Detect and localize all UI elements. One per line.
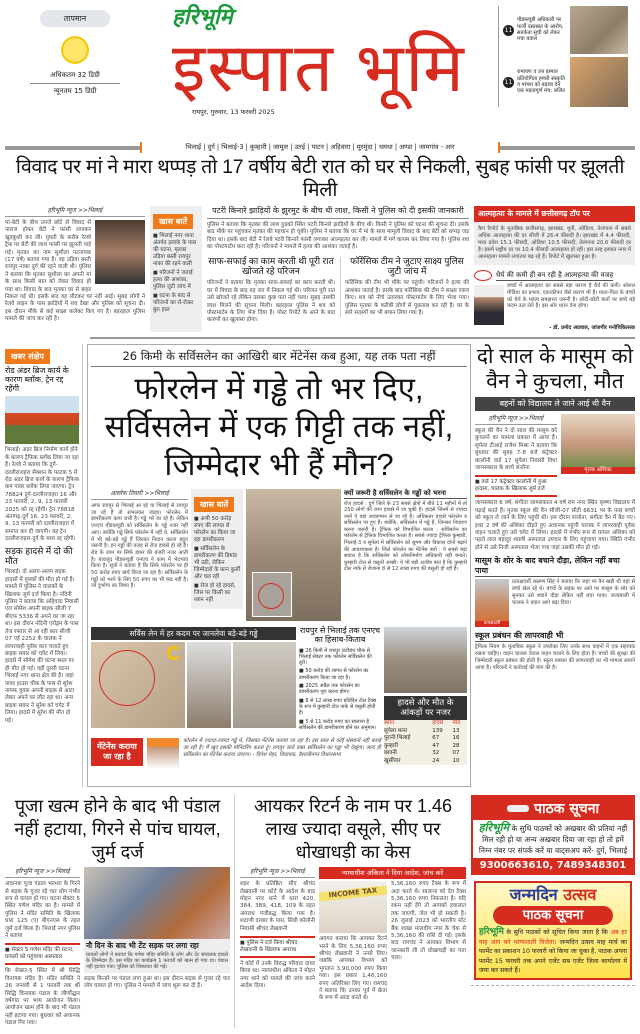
nh-point: ■ 5 से 11 करोड़ रुपए का सालाना है सर्विसलेन की डामरीकरण होने का अनुमान। [299,719,381,732]
city-nav-rule [500,146,635,150]
ad2-brand: हरिभूमि [479,927,504,938]
table-cell: 10 [452,757,460,764]
tax-col1 [240,867,315,990]
tax-right [319,867,466,1003]
feature-row2-left [91,627,381,782]
brief-body: भिलाई। अंडर ब्रिज निर्माण कार्य होने के कारण ट्रैफिक ब्लॉक लिया जा रहा है। रेलवे ने बताया कि दुर्ग-दल्लीराजहरा सेक्शन के फाटक 5 में रोड अंडर ब्रिज कार्य के कारण ट्रैफिक कम पावर ब्लॉक लिया जाएगा। ट्रेन 78824 दुर्ग-दल्लीराजहरा 16 और 23 फरवरी, 2, 9, 13 फरवरी 2025 को रद्द रहेगी। ट्रेन 78818 अंतागढ़-दुर्ग 16, 23 फरवरी, 2, 9, 13 फरवरी को दल्लीराजहरा में समाप्त कर दी जाएगी। यह ट्रेन दल्लीराजहरा-दुर्ग के मध्य रद्द रहेगी। [5,447,79,543]
ad-badge-icon [507,805,529,812]
sub1-body: पुलिस ने बताया कि मृतका की लाश हुडको स्थित पटरी किनारे झाड़ियों के बीच थी। किसी ने पुलिस को घटना की सूचना दी। इसके बाद मौके पर पहुंचकर मृतका की पहचान हो चुकी। पुलिस ने बताया कि घर में मां के साथ मामूली विवाद के बाद बेटी को थप्पड़ जड़ दिया था। इसके बाद बेटी ने रेलवे पटरी किनारे फांसी लगाकर आत्महत्या कर ली। मामले में मर्ग कायम कर लिया गया है। पुलिस शव का पोस्टमार्टम करा रही है। परिजनों ने मामले में हत्या की आशंका जताई है। [207,222,469,251]
photo-title: नौ दिन के बाद भी टेंट सड़क पर लगा रहा [86,941,199,951]
sub-body: प्रत्यक्षदर्शी लक्ष्मण सिंह ने बताया कि जहां पर वैन खड़ी थी वहां से बच्चे खेल रहे थे। बच्चों के सड़क पर आने पर मासूम के शोर को सुनकर उसे बचाने दौड़ा लेकिन नहीं बचा पाया। जल्दबाजी में चालक ने वाहन आगे बढ़ा दिया। [512,579,635,606]
road-photo [246,489,341,621]
pandal-photo [84,867,230,939]
pandal-col2 [84,867,230,991]
nh-point: ■ 50 करोड़ की लागत से फोरलेन का डामरीकरण किया जा रहा है। [299,668,381,681]
col-header: मौत [452,720,461,726]
middle-row [5,344,635,787]
scooter-road-photo [384,627,467,693]
table-header-row [384,720,467,728]
table-cell: कुम्हारी [384,742,398,749]
table-row [384,758,467,766]
table-cell: 28 [452,742,460,749]
tax-body: अवगत कराया कि आयकर रिटर्न भरने के लिए 5,36,160 रुपए श्रीचंद लेखवानी ने उनसे लिए। जबकि आयकर विभाग को भुगतान 3,90,000 रुपए किया गया। इस प्रकार 1,46,160 रुपए अतिरिक्त लिए गए। रामचंद ने बताया कि उनका पूर्व में क्रेता के रूप में आदा करते थे। [319,936,387,1002]
khaas-point: ■ अभी 50 करोड़ रुपए की लागत से फोरलेन का किया जा रहा डामरीकरण [194,516,240,544]
ad2-text2: जन्मदिन उत्सव माह मार्च का फार्मेट का प्रकाशन 10 फरवरी को किया जा चुका है, पाठक अपना फार्मेट 15 फरवरी तक अपने एजेंट सब एजेंट जिला कार्यालय में जमा कर सकते हैं। [479,938,628,975]
lead-body: मां-बेटी के बीच उपजे छोटे से विवाद से नाराज होकर बेटी ने फांसी लगाकर खुदकुशी कर ली। युवती के करीब रेलवे ट्रैक पर बेटी की लाश फांसी पर झूलती पाई गई। मृतका का नाम सुशीला पटनायक (17 वर्ष) बताया गया है। वह उड़िया बस्ती रायपुर नाका दुर्ग की रहने वाली थी। पुलिस ने बताया कि मृतका सुशीला का अपनी मां के साथ किसी बात को लेकर विवाद हो गया था। विवाद के बाद मृतका घर से बाहर निकल गई थी। इसके बाद वह लौटकर घर नहीं आई। सुबह लोगों ने रेलवे लाइन के पास झाड़ियों में शव देखा और पुलिस को सूचना दी। इस दौरान मौके से कई साक्ष्य कलेक्ट किए गए हैं। बहरहाल पुलिस मामले की जांच कर रही है। [5,220,145,323]
sub3-title: फॉरेंसिक टीम ने जुटाए साक्ष्य पुलिस जुटी जांच में [350,255,464,276]
byline: हरिभूमि न्यूज >>भिलाई [475,414,557,425]
expert-photo [474,285,504,325]
lead-sub-row [207,257,469,325]
pandal-headline[interactable]: पूजा खत्म होने के बाद भी पंडाल नहीं हटाया, गिरने से पांच घायल, जुर्म दर्ज [14,796,221,863]
nh-point: ■ 8 से 12 लाख रुपए प्रतिदिन टोल टैक्स के रूप में कुम्हारी टोल नाके से वसूली होती है। [299,698,381,717]
why-title: क्यों जरूरी है सर्विसलेन के गड्ढों को भरना [344,489,467,499]
lead-sub3 [340,257,469,318]
weather-label: तापमान [40,10,110,27]
table-cell: पुरानी भिलाई [384,735,411,741]
ad1-title: पाठक सूचना [534,801,600,818]
teaser-photo [570,6,628,54]
byline: आलोक तिवारी >>भिलाई [91,489,188,500]
victim-child-photo [561,414,635,474]
feature-headline[interactable]: फोरलेन में गड्ढे तो भर दिए, सर्विसलेन में एक गिट्टी तक नहीं, जिम्मेदार भी हैं मौन? [104,371,454,482]
khaas-point: ■ परिजनों ने जताई हत्या की आशंका, पुलिस जुटी जांच में [153,270,199,291]
lead-right [474,206,635,332]
brief-title[interactable]: रोड अंडर ब्रिज कार्य के कारण ब्लॉक, ट्रेन रद्द रहेंगी [5,366,69,393]
teaser-text: पीडब्ल्यूडी अधिकारी पर फर्जी दस्तखत के आरोप, सतर्कता सूची को लेकर मचा बवाल [517,17,564,43]
table-row [384,743,467,751]
lead-center [207,206,469,325]
van-body: जामसकाल 6 वर्ष, संगीता जामसकाल 4 वर्ष राम नगर स्थित कृष्णा विद्यालय में पढ़ाई करते हैं। मृतक स्कूल की वैन सीजी-07 सीटी 6631 पर के पास बच्चों को स्कूल ले जाने के लिए पहुंची थी। इस दौरान संजोना, संगीता वैन में बैठ गए। इधर 2 वर्ष की अंशिका दौड़ते हुए अचानक पहुंची चालक ने लापरवाही पूर्वक वाहन चलाते हुए उसे चपेट में लिया। हादसे में गंभीर रूप से घायल अंशिका को पहले लाल बहादुर शास्त्री अस्पताल उपचार के लिए पहुंचाया गया। स्थिति गंभीर होने से उसे निजी अस्पताल भेजा गया जहां उसकी मौत हो गई। [475,500,635,551]
income-tax-photo [319,881,387,933]
pandal-body: सड़क किनारे पर पंडाल लगा हुआ था। इस दौरान सड़क से गुजर रहे चार लोग घायल हो गए। पुलिस ने मामले में जांच शुरू कर दी है। [84,975,230,990]
ad1-phone[interactable]: 9300663610, 7489348301 [473,858,633,873]
nh-title: रायपुर से भिलाई तक एनएच का हिसाब-किताब [299,626,381,644]
nh-account-box [299,627,381,733]
table-cell: 67 [432,735,440,741]
van-point: ■ वार्ड 17 कंट्रेक्टर कालोनी में हुआ हादसा, चालक के खिलाफ जुर्म दर्ज [475,475,557,497]
table-cell: छावनी [384,750,397,756]
speech-bubble-icon [474,270,492,281]
van-sub [475,556,635,627]
khaas-point: ■ भिलाई नगर थाना अंतर्गत इलाके के पास की घटना, मृतका उड़िया बस्ती रायपुर नाका की रहने वाली [153,233,199,268]
tax-tag: न्यायाधीश अंकिता ने दिया आदेश, जांच करें [319,867,466,879]
stats-table [384,720,467,765]
sub2-title: साफ-सफाई का काम करती थी पूरी रात खोजते रहे परिजन [208,255,334,276]
tax-body: 5,36,160 रुपए टैक्स के रूप में अदा करते थे। सालाना को देय टैक्स 5,36,160 रुपए निकलता है। यदि रकम नहीं देंगे तो आपको हवालात तक जाएगी, जेल भी हो सकती है। 26 जुलाई 2023 को भारतीय स्टेट बैंक शाखा मालवीय नगर के चेक से 5,36,160 की राशि दी गई। इसके बाद रामचंद ने आयकर विभाग से जानकारी ली तो धोखाधड़ी का पता चला। [391,881,466,962]
city-nav[interactable]: भिलाई | दुर्ग | भिलाई-3 | कुम्हारी | जामुल | उतई | पाटन | अहिवारा | मुरमुंदा | धमधा | अण्डा | जामगांव - आर [140,142,500,153]
ad2-highlight: अब हर माह आप बने भाग्यशाली विजेता। [479,929,628,946]
max-temp: अधिकतम 32 डिग्री [30,71,120,84]
page-number-badge: 11 [504,78,513,86]
lead-headline[interactable]: विवाद पर मां ने मारा थप्पड़ तो 17 वर्षीय बेटी रात को घर से निकली, सुबह फांसी पर झूलती मिली [15,156,625,201]
tax-body: ने कोर्ट में उनके विरुद्ध परिवाद दायर किया था। न्यायाधीश अंकिता ने मोहन नगर थाने को मामले की जांच करने आदेश दिया। [240,961,315,990]
accident-stats-table [384,696,467,765]
tax-body: शहर के प्रतिष्ठित सीए श्रीचंद लेखवानी पर कोर्ट के आदेश के बाद मोहन नगर थाने में धारा 420, 384, 389, 418, 109 के तहत अपराध पंजीबद्ध किया गया है। शदाणी दरबार के पास, सिंधी कॉलोनी निवासी श्रीचंद लेखवानी [240,881,315,932]
dateline: रायपुर, गुरुवार, 13 फरवरी 2025 [192,108,275,116]
ads-column [471,795,635,986]
city-nav-rule [5,146,140,150]
brief-title[interactable]: सड़क हादसे में दो की मौत [5,545,73,566]
pandal-body: अचानक पूजा पंडाल भरभरा के गिरने से सड़क के गुजर रहे चार लोग गंभीर रूप से घायल हो गए। घटना सेक्टर 5 स्थित गणेश मंदिर का है। मामले में पुलिस ने मंदिर समिति के खिलाफ धारा 125 (ए) बीएनएस के तहत जुर्म दर्ज किया है। भिलाई नगर पुलिस ने बताया [5,881,80,939]
quote-body: बच्चों में आत्महत्या का सबसे बड़ा कारण है धैर्य की कमी। सोशल मीडिया का प्रभाव, एकाकीपन जैसे कारण भी हैं। माता-पिता के बच्चों को धैर्य के महत्व समझाना जरूरी है। छोटी-छोटी बातों पर बच्चे बड़े कदम उठा लेते हैं। इस ओर ध्यान देना होगा। [507,283,635,310]
teaser[interactable] [503,57,638,107]
pandal-photo-box [84,939,230,973]
why-body: रोज हादसे : दुर्ग जिले के 23 सबसे क्षेत्रों में बीते 11 महीनों में तो 250 लोगों की जान हादसे में जा चुकी है। हादसे जिनमें से ज्यादा जानें ये यहां आवागमन से जा रहे हैं। अधिकतर हादसे फोरलेन व सर्विसलेन पर हुए हैं। क्योंकि, सर्विसलेन में गड्ढे हैं, जिनका निवारण करना जरूरी है। ट्रैफिक को विभाजित करता : सर्विसलेन का फोरलेन से ट्रैफिक विभाजित करता है। सबसे ज्यादा ट्रैफिक कुम्हारी, भिलाई-3 व सुपेला में सर्विसलेन को सुगम और विकास दोनों बढ़ाने की आवश्यकता है। जिले फोरलेन का मेंटेनेंस क्यों : ये सबसे बड़ा सवाल है कि सर्विसलेन को लोकनिर्माण अधिकारी नहीं बनाते। कुम्हारी टोल से वसूली अच्छी: ये भी बड़ी अजीब बात है कि कुम्हारी टोल नाके से रोजाना 8 से 12 लाख रुपए की वसूली हो रही है। [344,500,467,573]
col-header: हादसे [432,720,444,726]
pandal-body: कि सेक्टर-5 स्थित में श्री सिद्धि विनायक मंदिर है। मंदिर समिति ने 26 जनवरी से 1 फरवरी तक श्री सिद्धि विनायक पंडाल के जीर्णोद्धार वर्षगांठ पर भव्य आयोजन किया। आयोजन खत्म होने के बाद भी पंडाल नहीं हटाया गया। बुधवार को अचानक पंडाल गिर गया। [5,968,80,1027]
feature-kicker: 26 किमी के सर्विसलेन का आखिरी बार मेंटेनेंस कब हुआ, यह तक पता नहीं [91,349,467,367]
van-story-bar: बहनों को विद्यालय ले जाने आई थी वैन [475,397,635,411]
brief-label: खबर संक्षेप [5,349,50,364]
victim-photo [95,220,145,284]
feature-row1 [91,489,467,621]
pandal-point: ■ सेक्टर 5 गणेश मंदिर की घटना, घायलों को पहुंचाया अस्पताल [5,943,80,965]
table-cell: 13 [452,727,460,734]
table-title: हादसे और मौत के आंकड़ों पर नजर [384,696,467,720]
khaas-point: ■ सर्विसलेन के डामरीकरण की डिमांड भी उठी, लेकिन जिम्मेदारों के कान कुर्सी और चल रही [194,546,240,581]
min-temp: न्यूनतम 15 डिग्री [53,87,97,95]
reader-notice-ad [471,795,635,875]
table-cell: 32 [432,750,440,756]
table-row [384,728,467,736]
sub2-title: स्कूल प्रबंधन की लापरवाही भी [475,631,635,642]
table-cell: खुर्सीपार [384,757,401,764]
nh-point: ■ 2025 अप्रैल तक फोरलेन का डामरीकरण पूरा करना होगा। [299,683,381,696]
train-photo [5,396,79,444]
mla-photo [147,738,179,782]
col-header: स्थान [384,720,395,726]
quote-title: धैर्य की कमी ही बन रही है आत्महत्या की वजह [496,270,614,279]
van-story-col1 [475,414,557,500]
table-cell: 24 [432,757,440,764]
table-row [384,750,467,758]
byline: हरिभूमि न्यूज >>भिलाई [5,867,80,878]
news-brief-column [5,344,83,787]
feature-box [87,344,471,787]
pothole-photo [91,642,185,728]
table-cell: सुपेला थाना [384,727,408,734]
feature-body: अगर रायपुर से भिलाई आ रहे या भिलाई से रायपुर जा रहे हैं तो संभलकर जाइए। फोरलेन में डामरीकरण काम जारी है। गड्ढे भरे जा रहे हैं। लेकिन एनएच पीडब्ल्यूडी को सर्विसलेन के गड्ढे नजर नहीं आए। क्योंकि गड्ढे सिर्फ फोरलेन में नहीं थे, सर्विसलेन में भी बड़े-बड़े गड्ढे हैं जिनका निदान करना बहुत जरूरी है। इन गड्ढों की वजह से रोज हादसे हो रहे हैं। रोड के जाम पर सिर्फ डामर की बजरी नजर आती है। बावजूद पीडब्ल्यूडी एनएच ने काम में भेदभाव किया है। सूत्रों ने बताया है कि सिर्फ फोरलेन पर ही 50 करोड़ रुपए खर्च किया जा रहा है। सर्विसलेन के गड्ढों को भरने के लिए 50 रुपए का भी फंड नहीं है। जो दुर्भाग्य का विषय है। [91,503,188,590]
page-number-badge: 11 [504,26,513,34]
sub2-body: परिजनों ने बताया कि मृतका साफ-सफाई का काम करती थी। घर में विवाद के बाद वह रात में निकल गई थी। परिजन पूरी रात उसे खोजते रहे लेकिन उसका कुछ पता नहीं चला। सुबह उसकी लाश मिलने की सूचना मिली। बहरहाल पुलिस ने शव को पोस्टमार्टम के लिए भेज दिया है। पोस्ट रिपोर्ट के आने के बाद कारणों का खुलासा होगा। [207,280,335,324]
strip-title: सर्विस लेन में हर कदम पर जानलेवा बड़े-बड़े गड्ढे [91,627,296,640]
why-box [344,489,467,573]
suicide-stats-box [474,206,635,265]
highlight-circle [258,583,284,609]
city-nav-row [5,142,635,153]
paper-title: इस्पात भूमि [172,30,466,106]
strip-area [91,627,296,728]
photo-body: घायलों लोगों ने बताया कि गणेश मंदिर समिति के लोग और टेंट संचालक हादसे के जिम्मेदार हैं। उस मंदिर का कार्यक्रम 1 फरवरी को खत्म हो गया था। पंडाल नहीं हटाया गया। पुलिस को शिकायत की गई। [86,951,228,971]
byline: हरिभूमि न्यूज >>भिलाई [5,206,145,217]
sub2-body: ट्रैफिक नियम के मुताबिक स्कूल ने उपरोक्त लिए उनके साथ वाहनों में एक सहायक रखना चाहिए। वाहन चालक केवल वाहन चलाने के लिए होता है। बच्चों की सुरक्षा की जिम्मेदारी स्कूल प्रबंधन की होती है। स्कूल प्रबंधन की लापरवाही का भी मामला सामने आया है। परिजनों ने कार्रवाई की मांग की है। [475,644,635,671]
van-story [475,344,635,671]
khaas-box-feature [191,489,243,609]
teasers [498,6,638,107]
khaas-point: ■ घटना के बाद से परिजनों का रो-रोकर बुरा हाल [153,293,199,314]
table-cell: 47 [432,742,440,749]
lead-sub2 [207,257,335,325]
khaas-box-lead [150,206,202,332]
table-row [384,735,467,743]
sub-title: मासूम के शोर के बाद बचाने दौड़ा, लेकिन नहीं बचा पाया [475,556,635,577]
birthday-festival-ad [474,881,632,980]
ad2-title1: जन्मदिन [509,885,558,905]
sun-icon [60,35,90,65]
ad1-text: के सुधि पाठकों को अखबार की प्रतियां नहीं मिल रही हो या अन्य अखबार दिया जा रहा हो तो हमें निम्न नंबर पर संपर्क करें या वाट्सअप करें- दुर्ग, भिलाई [478,824,628,856]
arrow-icon [167,646,181,660]
lead-row [5,206,635,332]
service-lane-photo [233,642,296,728]
feature-row2-right [384,627,467,765]
tax-headline[interactable]: आयकर रिटर्न के नाम पर 1.46 लाख ज्यादा वसूले, सीए पर धोखाधड़ी का केस [254,796,452,863]
van-story-headline[interactable]: दो साल के मासूम को वैन ने कुचला, मौत [476,345,634,393]
van-body: स्कूल की वैन ने दो साल की मासूम को कुचलने का मामला प्रकाश में आया है। सुपेला टीआई राजेश मिश्रा ने बताया कि बुधवार की सुबह 7-8 बजे कंट्रेक्टर कालोनी वार्ड 17 सुपेला निवासी विधा जामसकाल के बच्चे संजोना [475,428,557,472]
khaas-label: खास बातें [153,214,193,229]
khaas-label: खास बातें [194,497,234,512]
tax-story [240,795,466,1003]
weather-box [30,10,120,96]
sub3-body: फॉरेंसिक की टीम भी मौके पर पहुंची। परिजनों ने हत्या की आशंका जताई है। इसके बाद फॉरेंसिक की टीम ने साक्ष्य एकत्र किए। शव को नीचे उतारकर पोस्टमार्टम के लिए भेजा गया। पुलिस मृतका के करीबी लोगों से पूछताछ कर रही है। घर के सारे सदस्यों का भी बयान लिया गया है। [345,280,469,317]
expert-quote [474,270,635,332]
witness-photo [475,579,509,627]
stats-tag: आत्महत्या के मामले में छत्तीसगढ़ टॉप पर [474,206,635,222]
section-divider [90,337,635,339]
photo-caption: मृतक अंशिका [561,467,635,474]
lead-story-left [5,206,145,324]
brief-body: भिलाई। दो अलग-अलग सड़क हादसों में युवकों की मौत हो गई है। मामले में पुलिस ने चालकों के खिलाफ जुर्म दर्ज किया है। नंदिनी पुलिस ने बताया कि अहिवारा निवासी एल सोमेश अपनी बाइक सीजी 7 बीएफ 5336 से अपने घर जा रहा था। इस दौरान नंदिनी एरोड्रम के पास तेज रफ्तार से आ रही कार सीजी 07 एई 2252 के चालक ने लापरवाही पूर्वक कार चलाते हुए बाइक सवार को चपेट में लिया। हादसे में सोमेश की घटना स्थल पर ही मौत हो गई। वहीं दूसरी घटना भिलाई नगर थाना क्षेत्र की है। जहां पावर हाउस चौक के पास से सुरेश नामक युवक अपनी बाइक से आटा लेकर अपने घर लौट रहा था। अन्य बाइक सवार ने सुरेश को चपेट में लिया। हादसे में सुरेश की मौत हो गई। [5,569,79,724]
stats-body: कैग रिपोर्ट के मुताबिक छत्तीसगढ़, झारखंड, यूपी, ओडिशा, तेलंगाना में सबसे अधिक आत्महत्या की दर सीजी में 26.4 फीसदी है। झारखंड में 4.4 फीसदी, मध्य प्रदेश 15.1 फीसदी, ओडिशा 10.5 फीसदी, तेलंगाना 20.6 फीसदी दर है। इसमें राष्ट्रीय दर पर 10.4 फीसदी आत्महत्या हो रही। इस तरह इस्पात नगर में आत्महत्या मामले लगातार बढ़ रहे हैं। रिपोर्ट में खुलासा हुआ है। [478,226,631,260]
ad2-text1: के सुधि पाठकों को सूचित किया जाता है कि [506,929,608,937]
nh-point: ■ 26 किमी में रायपुर टाटीबंध चौक से भिलाई सेक्टर तक फोरलेन सर्विसलेन की दूरी। [299,648,381,667]
quote-author: - डॉ. प्रमोद अग्रवाल, जांजगीर मनोचिकित्सक [549,325,635,331]
ad2-pill: पाठक सूचना [493,906,613,925]
dashed-divider [471,985,635,986]
table-cell: 139 [432,727,443,734]
maint-label: मेंटेनेंस कराया जा रहा है [91,738,143,766]
van-sub2 [475,627,635,671]
service-lane-photo [187,642,231,728]
photo-caption: प्रत्यक्षदर्शी [475,621,509,627]
highlight-circle [99,650,155,706]
feature-row2 [91,627,467,782]
teaser-text: रामायण व उत्त इस्पात प्रतियोगिता हमारी संस्कृति व परंपरा को बढ़ावा देने एक महत्वपूर्ण मंच: ललित [517,69,566,95]
khaas-point: ■ रोज हो रहे हादसे, जिस पर किसी का ध्यान नहीं [194,583,240,604]
pothole-inset-photo [252,572,292,617]
pandal-col1 [5,867,80,1028]
maintenance-quote [91,738,381,782]
byline: हरिभूमि न्यूज >>भिलाई [240,867,315,878]
ad2-title2: उत्सव [563,885,597,905]
masthead [0,0,640,142]
feature-main-text [91,489,188,590]
teaser[interactable] [503,6,638,54]
teaser-photo [570,57,628,107]
sub1-title: पटरी किनारे झाड़ियों के झुरमुट के बीच थी लाश, किसी ने पुलिस को दी इसकी जानकारी [207,206,469,219]
brand-logo: हरिभूमि [172,4,233,29]
ad1-brand: हरिभूमि [478,821,510,835]
table-cell: 07 [452,750,460,756]
table-cell: 16 [452,735,460,741]
income-tax-label: INCOME TAX [319,886,388,902]
bottom-row [5,795,635,1028]
maint-body: फोरलेन में ज्यादा-ज्यादा गड्ढे थे, जिसका मेंटेनेंस कराया जा रहा है। इस साल से कोई संस्थानों नहीं बताई जा रही है। मैं खुद इसकी मॉनिटरिंग करता हूं। रायपुर जाते वक्त सर्विसलेन का गड्ढा भी देखूंगा। जल्द ही सर्विसलेन का मेंटेनेंस कराया जाएगा। - दिनेश मेहर, विधायक, वैशालीनगर विधानसभा [183,738,381,758]
tax-point: ■ पुलिस ने दर्ज किया श्रीचंद लेखवानी के खिलाफ अपराध [240,936,315,958]
pandal-story [5,795,235,1028]
tax-col2 [319,881,387,1003]
